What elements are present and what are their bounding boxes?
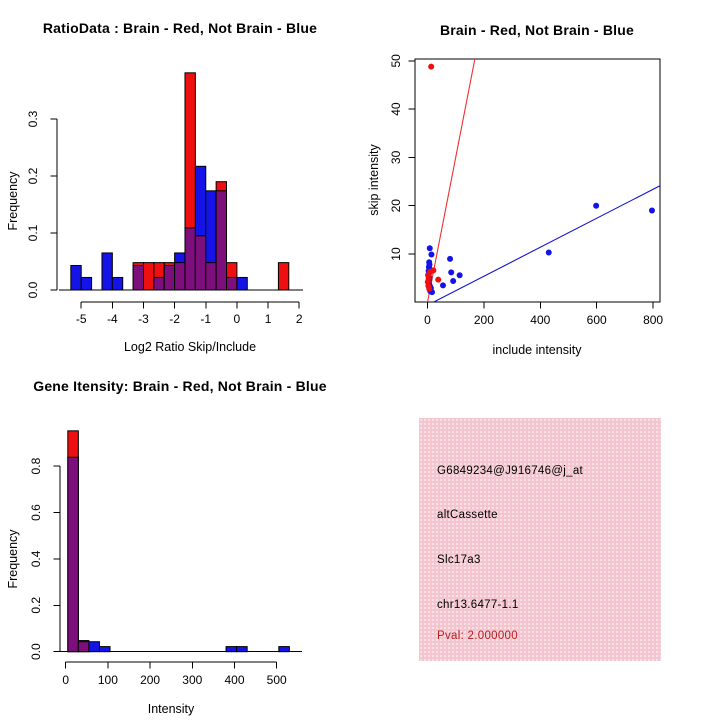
scatter-point-red (426, 286, 432, 292)
panel-intensity-scatter (360, 0, 720, 360)
hist-bar-overlap (133, 265, 143, 290)
x-tick-label: 100 (97, 673, 118, 687)
x-tick-label: 0 (424, 313, 431, 327)
scatter-point-red (428, 64, 434, 70)
hist-bar-overlap (195, 236, 205, 290)
x-tick-label: 200 (140, 673, 161, 687)
y-tick-label: 0.0 (29, 643, 43, 661)
x-tick-label: -3 (138, 312, 149, 326)
scatter-point-blue (593, 203, 599, 209)
x-axis-title: Intensity (147, 702, 195, 716)
y-tick-label: 50 (389, 54, 403, 68)
x-axis (66, 662, 277, 669)
hist-bar-blue (71, 265, 81, 290)
x-axis (81, 302, 299, 309)
info-line-gene-symbol: Slc17a3 (437, 554, 481, 566)
y-axis (54, 466, 61, 652)
y-axis-title: Frequency (6, 171, 20, 231)
scatter-point-blue (447, 256, 453, 262)
chart-title: Brain - Red, Not Brain - Blue (439, 22, 635, 38)
x-tick-label: 400 (530, 313, 551, 327)
x-tick-label: -1 (200, 312, 212, 326)
info-line-locus: chr13.6477-1.1 (437, 599, 519, 611)
plot-area (26, 73, 303, 326)
y-axis-title: Frequency (6, 529, 20, 589)
y-tick-label: 0.1 (26, 224, 40, 242)
ratio-histogram-plot (0, 0, 360, 360)
scatter-point-blue (457, 272, 463, 278)
scatter-point-blue (450, 278, 456, 284)
scatter-point-blue (448, 269, 454, 275)
fit-line-blue (415, 186, 660, 312)
x-tick-label: 300 (182, 673, 203, 687)
info-line-pval: Pval: 2.000000 (437, 630, 518, 642)
hist-bar-overlap (227, 277, 237, 290)
hist-bar-blue (112, 277, 122, 290)
x-tick-label: 600 (586, 313, 607, 327)
info-line-probe-id: G6849234@J916746@j_at (437, 465, 584, 477)
hist-bars (68, 431, 290, 652)
chart-title: RatioData : Brain - Red, Not Brain - Blue (42, 20, 318, 36)
y-tick-label: 0.4 (29, 550, 43, 568)
hist-bar-red (143, 263, 153, 290)
hist-bar-blue (226, 647, 237, 652)
x-tick-label: -4 (107, 312, 118, 326)
panel-ratio-histogram (0, 0, 360, 360)
y-axis (409, 61, 416, 254)
hist-bar-overlap (154, 277, 164, 290)
y-tick-label: 10 (389, 247, 403, 261)
hist-bar-blue (81, 277, 91, 290)
y-tick-label: 0.3 (26, 110, 40, 128)
hist-bar-blue (99, 647, 110, 652)
gene-info-box (419, 418, 661, 661)
hist-bar-overlap (164, 265, 174, 290)
panel-gene-info (360, 360, 720, 720)
scatter-point-blue (440, 282, 446, 288)
hist-bar-red (278, 263, 288, 290)
hist-bars (71, 73, 289, 290)
y-tick-label: 0.2 (26, 167, 40, 185)
hist-bar-overlap (78, 642, 89, 652)
x-tick-label: 200 (473, 313, 494, 327)
y-tick-label: 30 (389, 150, 403, 165)
x-tick-label: -2 (169, 312, 180, 326)
fit-lines (415, 0, 660, 360)
hist-bar-blue (279, 647, 290, 652)
plot-area (389, 0, 663, 360)
info-line-event-type: altCassette (437, 509, 498, 521)
x-tick-label: 0 (233, 312, 241, 326)
hist-bar-overlap (175, 263, 185, 290)
chart-title: Gene Itensity: Brain - Red, Not Brain - Blue (33, 378, 327, 394)
fit-line-red (415, 0, 660, 360)
y-tick-label: 0.8 (29, 457, 43, 475)
y-tick-label: 0.6 (29, 504, 43, 521)
y-tick-label: 0.2 (29, 596, 43, 614)
y-tick-label: 0.0 (26, 281, 40, 299)
x-tick-label: 400 (224, 673, 245, 687)
hist-bar-overlap (216, 191, 226, 290)
hist-bar-blue (89, 642, 100, 652)
hist-bar-blue (237, 277, 247, 290)
scatter-point-blue (546, 250, 552, 256)
scatter-point-red (435, 277, 441, 283)
x-axis (428, 302, 654, 309)
x-axis-title: include intensity (492, 343, 582, 357)
scatter-point-blue (649, 208, 655, 214)
x-tick-label: -5 (75, 312, 87, 326)
scatter-point-blue (428, 251, 434, 257)
panel-gene-intensity-histogram (0, 360, 360, 720)
x-axis-title: Log2 Ratio Skip/Include (123, 340, 257, 354)
x-tick-label: 2 (295, 312, 303, 326)
hist-bar-overlap (68, 457, 79, 651)
scatter-point-red (427, 269, 433, 275)
y-tick-label: 20 (389, 199, 403, 213)
hist-bar-blue (102, 253, 112, 290)
x-tick-label: 800 (643, 313, 664, 327)
plot-area (29, 431, 302, 687)
y-tick-label: 40 (389, 102, 403, 116)
intensity-scatter-plot (360, 0, 720, 360)
y-axis (51, 119, 58, 290)
hist-bar-overlap (185, 228, 195, 290)
x-tick-label: 1 (264, 312, 272, 326)
x-tick-label: 500 (266, 673, 287, 687)
y-axis-title: skip intensity (367, 144, 381, 216)
scatter-point-blue (427, 245, 433, 251)
gene-intensity-histogram-plot (0, 360, 360, 720)
hist-bar-blue (237, 647, 248, 652)
hist-bar-overlap (206, 263, 216, 290)
x-tick-label: 0 (62, 673, 70, 687)
